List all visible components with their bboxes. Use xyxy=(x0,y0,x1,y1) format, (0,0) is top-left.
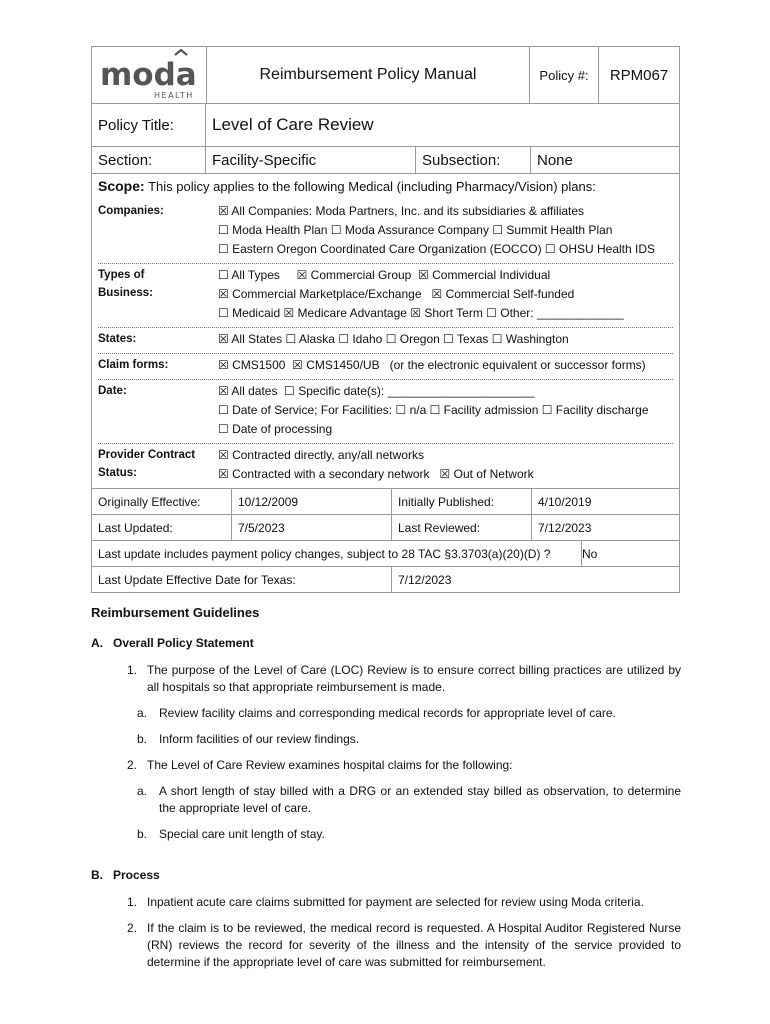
policy-number: RPM067 xyxy=(609,66,669,84)
list-number: 1. xyxy=(126,895,137,909)
policy-header-table xyxy=(91,46,680,593)
section-a-heading xyxy=(91,635,681,652)
updated-row xyxy=(91,515,680,541)
list-letter: b. xyxy=(137,827,148,841)
types-label-line: Business: xyxy=(98,287,153,299)
list-number: 2. xyxy=(126,921,137,935)
last-reviewed-value: 7/12/2023 xyxy=(538,520,592,535)
orig-effective-label: Originally Effective: xyxy=(92,489,232,514)
manual-title: Reimbursement Policy Manual xyxy=(207,47,530,103)
subsection-value: None xyxy=(537,151,573,169)
item-b2-text: If the claim is to be reviewed, the medical record is requested. A Hospital Auditor Registered Nurse (RN) reviews the record for severity of the illness and the intensity of the service provided to determine if the appropriate level of care was submitted for reimbursement. xyxy=(147,921,681,969)
policy-title: Level of Care Review xyxy=(212,115,374,134)
claims-label: Claim forms: xyxy=(98,359,169,371)
list-item xyxy=(137,731,681,748)
types-line: ☐ Medicaid ☒ Medicare Advantage ☒ Short Term ☐ Other: _____________ xyxy=(218,306,624,320)
provider-line: ☒ Contracted directly, any/all networks xyxy=(218,448,424,462)
provider-line: ☒ Contracted with a secondary network ☒ Out of Network xyxy=(218,467,534,481)
item-a1b-text: Inform facilities of our review findings. xyxy=(159,732,360,746)
date-group xyxy=(98,380,673,444)
section-b-letter: B. xyxy=(91,868,103,882)
claims-group xyxy=(98,354,673,380)
date-line: ☐ Date of Service; For Facilities: ☐ n/a ☐ Facility admission ☐ Facility discharge xyxy=(218,403,649,417)
types-options xyxy=(218,266,673,323)
guidelines-heading: Reimbursement Guidelines xyxy=(91,605,260,620)
svg-text:moda: moda xyxy=(100,57,197,93)
provider-options xyxy=(218,446,673,484)
types-label xyxy=(98,266,218,323)
initially-published-value: 4/10/2019 xyxy=(538,494,592,509)
claims-options: ☒ CMS1500 ☒ CMS1450/UB (or the electronic equivalent or successor forms) xyxy=(218,358,646,372)
item-a2b-text: Special care unit length of stay. xyxy=(159,827,325,841)
section-b-title: Process xyxy=(113,868,160,882)
policy-number-label: Policy #: xyxy=(530,47,599,103)
scope-text: This policy applies to the following Medical (including Pharmacy/Vision) plans: xyxy=(148,179,596,194)
header-row xyxy=(91,46,680,104)
texas-row xyxy=(91,567,680,593)
companies-line: ☐ Eastern Oregon Coordinated Care Organization (EOCCO) ☐ OHSU Health IDS xyxy=(218,242,656,256)
types-group xyxy=(98,264,673,328)
item-a2a-text: A short length of stay billed with a DRG or an extended stay billed as observation, to determine the appropriate level of care. xyxy=(159,784,681,815)
policy-title-row xyxy=(91,104,680,147)
texas-effective-label: Last Update Effective Date for Texas: xyxy=(92,567,392,592)
provider-label-line: Status: xyxy=(98,467,137,479)
list-item xyxy=(137,705,681,722)
moda-logo xyxy=(92,47,207,103)
scope-block xyxy=(91,174,680,489)
states-label: States: xyxy=(98,333,137,345)
tac-row xyxy=(91,541,680,567)
list-item xyxy=(91,662,681,696)
section-b-heading xyxy=(91,867,681,884)
section-a-letter: A. xyxy=(91,636,103,650)
item-a2-text: The Level of Care Review examines hospital claims for the following: xyxy=(147,758,513,772)
list-letter: a. xyxy=(137,706,148,720)
item-a1a-text: Review facility claims and corresponding medical records for appropriate level of care. xyxy=(159,706,616,720)
list-item xyxy=(137,783,681,817)
tac-question: Last update includes payment policy changes, subject to 28 TAC §3.3703(a)(20)(D) ? xyxy=(92,541,582,566)
provider-label xyxy=(98,446,218,484)
list-item xyxy=(137,826,681,843)
scope-heading xyxy=(98,178,673,194)
effective-row xyxy=(91,489,680,515)
companies-label: Companies: xyxy=(98,205,164,217)
list-number: 2. xyxy=(126,758,137,772)
date-line: ☒ All dates ☐ Specific date(s): ______________________ xyxy=(218,384,535,398)
companies-options xyxy=(218,202,673,259)
provider-group xyxy=(98,444,673,488)
item-b1-text: Inpatient acute care claims submitted for payment are selected for review using Moda criteria. xyxy=(147,895,644,909)
last-reviewed-label: Last Reviewed: xyxy=(392,515,532,540)
list-item xyxy=(91,894,681,911)
reimbursement-guidelines xyxy=(91,604,681,980)
svg-text:HEALTH: HEALTH xyxy=(154,91,194,100)
moda-logo-icon xyxy=(92,47,204,101)
list-letter: b. xyxy=(137,732,148,746)
provider-label-line: Provider Contract xyxy=(98,449,196,461)
companies-line: ☒ All Companies: Moda Partners, Inc. and its subsidiaries & affiliates xyxy=(218,204,585,218)
last-updated-value: 7/5/2023 xyxy=(232,515,392,540)
states-group xyxy=(98,328,673,354)
list-item xyxy=(91,920,681,971)
date-options xyxy=(218,382,673,439)
list-item xyxy=(91,757,681,774)
tac-answer: No xyxy=(582,546,598,561)
last-updated-label: Last Updated: xyxy=(92,515,232,540)
companies-group xyxy=(98,200,673,264)
section-label: Section: xyxy=(92,147,206,173)
types-line: ☐ All Types ☒ Commercial Group ☒ Commercial Individual xyxy=(218,268,551,282)
item-a1-text: The purpose of the Level of Care (LOC) Review is to ensure correct billing practices are utilized by all hospitals so that appropriate reimbursement is made. xyxy=(147,663,681,694)
orig-effective-value: 10/12/2009 xyxy=(232,489,392,514)
subsection-label: Subsection: xyxy=(416,147,531,173)
types-label-line: Types of xyxy=(98,269,145,281)
policy-title-label: Policy Title: xyxy=(92,104,206,146)
scope-label: Scope: xyxy=(98,178,145,194)
companies-line: ☐ Moda Health Plan ☐ Moda Assurance Company ☐ Summit Health Plan xyxy=(218,223,613,237)
texas-effective-value: 7/12/2023 xyxy=(398,572,452,587)
section-a-title: Overall Policy Statement xyxy=(113,636,254,650)
section-row xyxy=(91,147,680,174)
date-line: ☐ Date of processing xyxy=(218,422,333,436)
states-options: ☒ All States ☐ Alaska ☐ Idaho ☐ Oregon ☐ Texas ☐ Washington xyxy=(218,332,569,346)
list-number: 1. xyxy=(126,663,137,677)
list-letter: a. xyxy=(137,784,148,798)
date-label: Date: xyxy=(98,385,127,397)
types-line: ☒ Commercial Marketplace/Exchange ☒ Commercial Self-funded xyxy=(218,287,575,301)
section-value: Facility-Specific xyxy=(206,147,416,173)
initially-published-label: Initially Published: xyxy=(392,489,532,514)
